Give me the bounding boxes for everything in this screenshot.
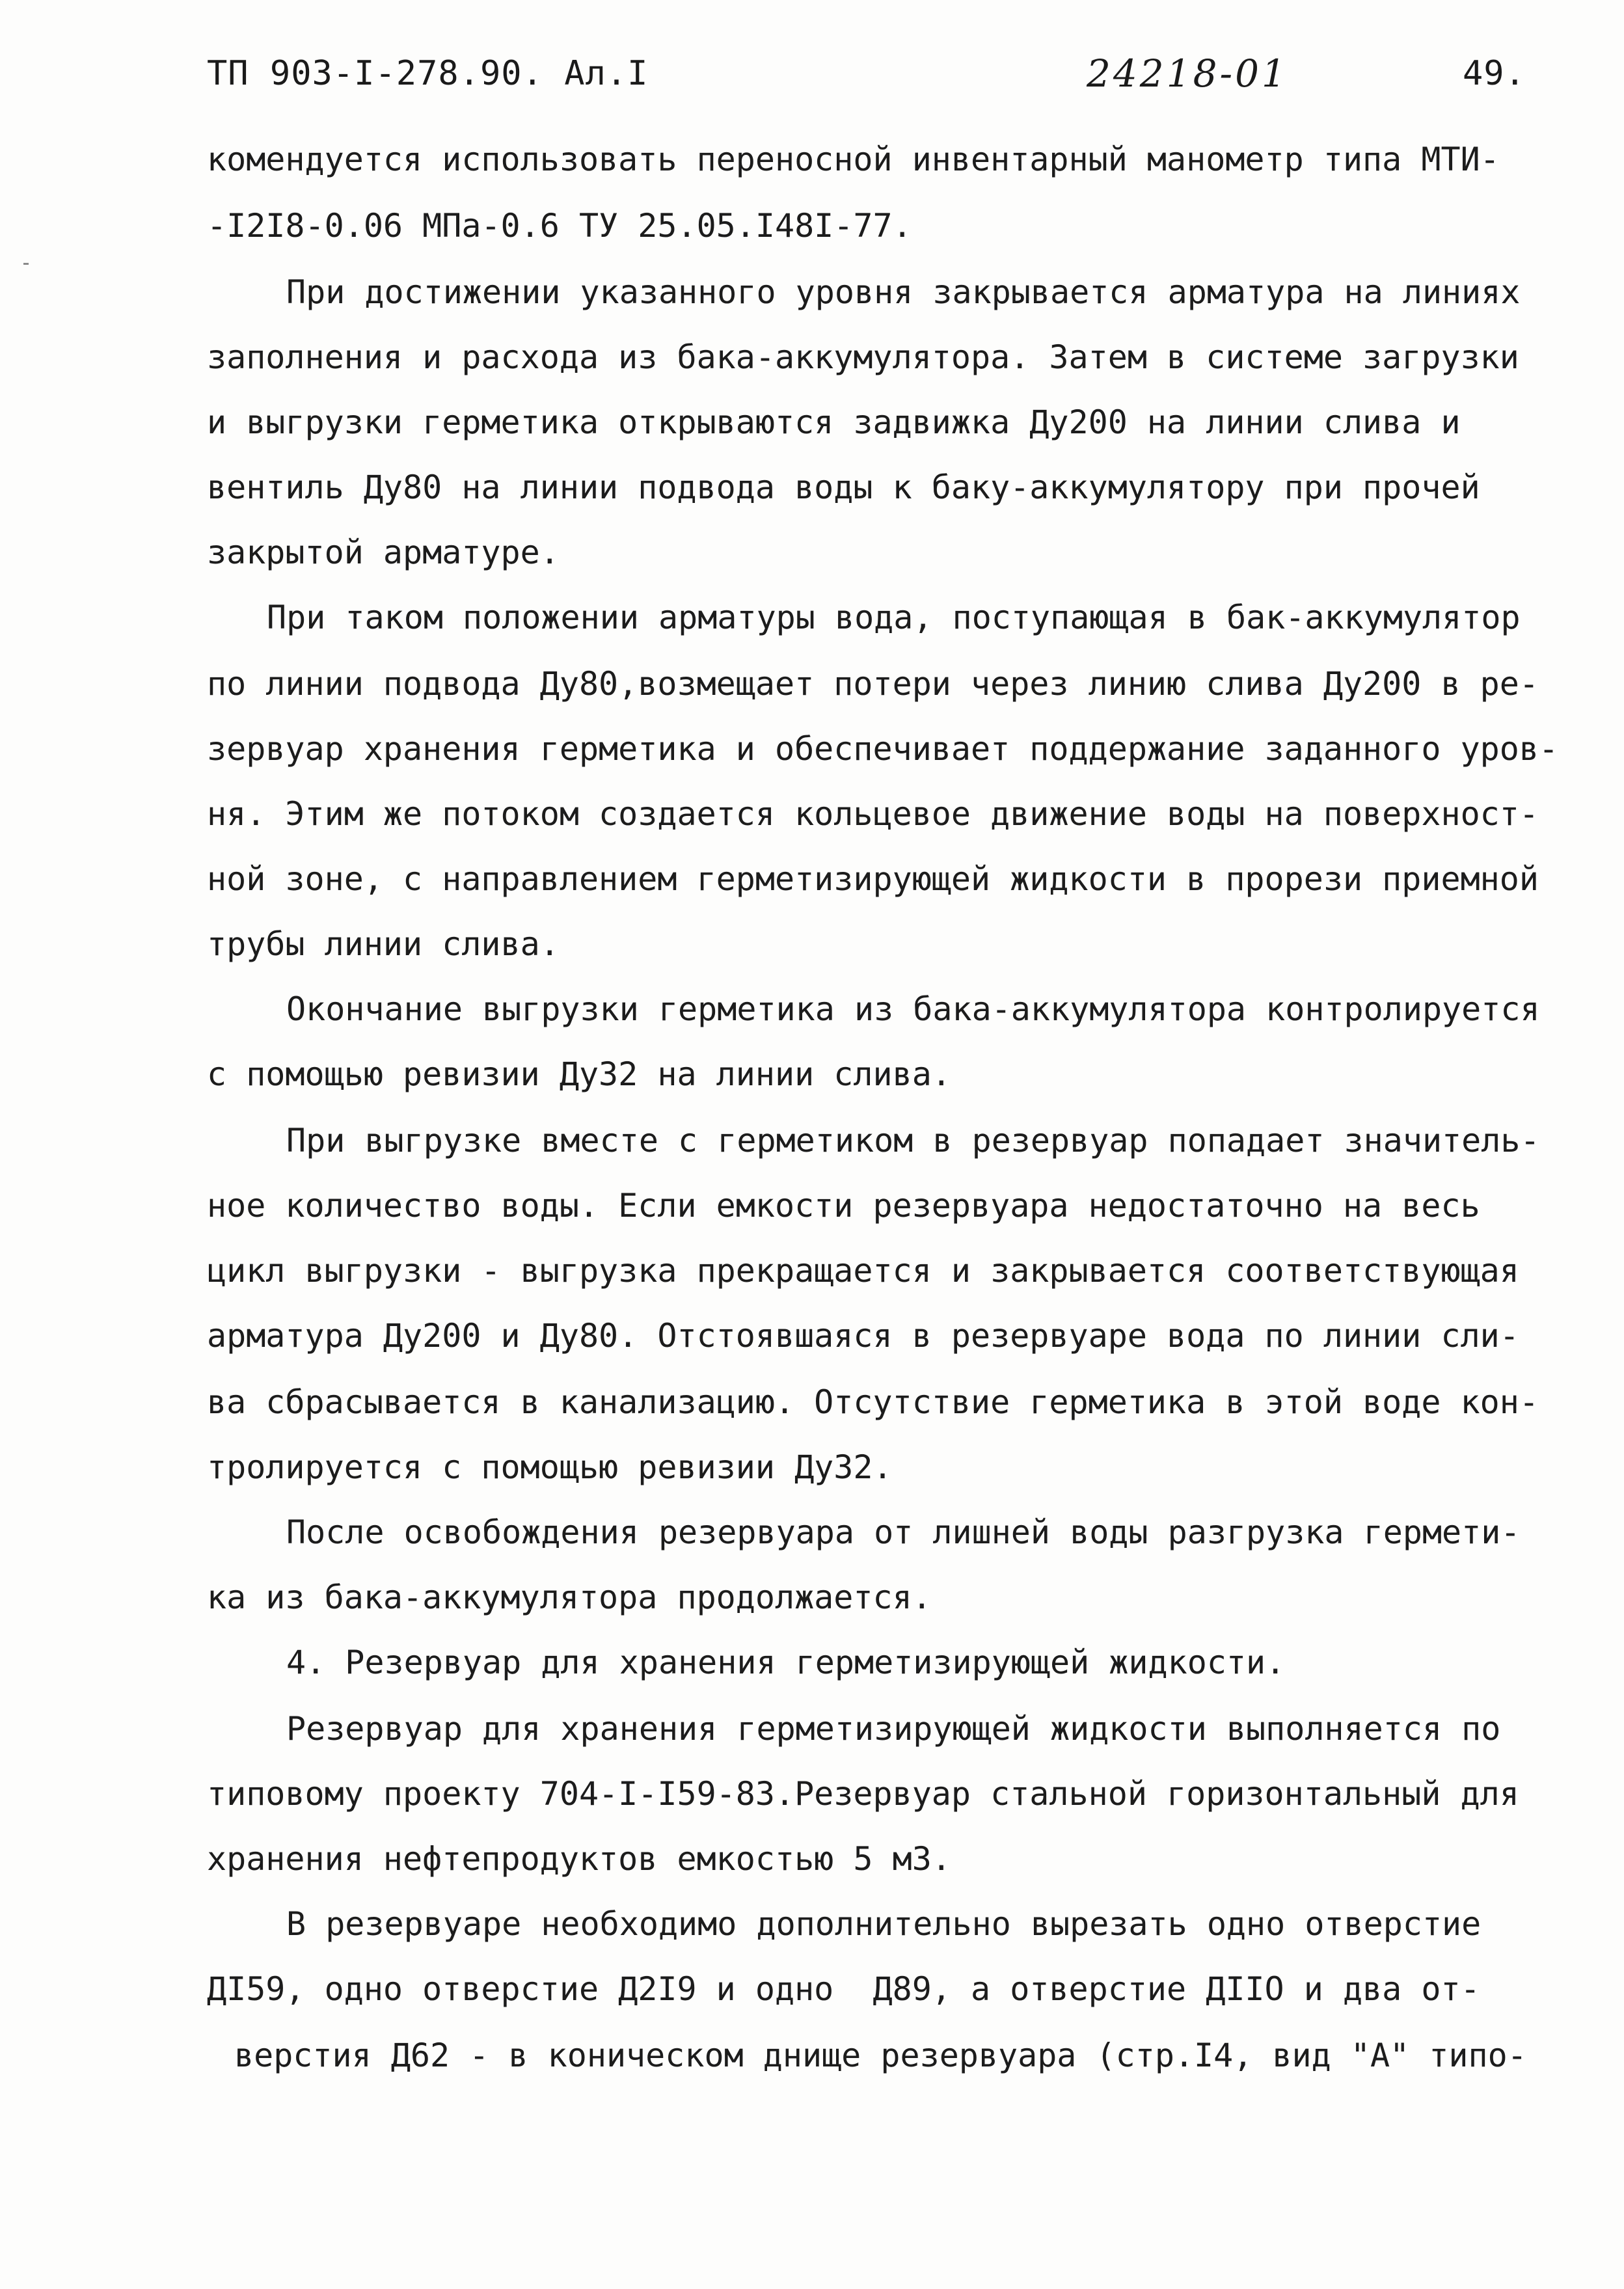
text-line: ва сбрасывается в канализацию. Отсутствие герметика в этой воде кон-	[207, 1383, 1539, 1421]
text-line: закрытой арматуре.	[207, 534, 560, 571]
document-code: ТП 903-I-278.90. Ал.I	[207, 54, 649, 93]
text-line: ка из бака-аккумулятора продолжается.	[207, 1578, 932, 1616]
text-line: тролируется с помощью ревизии Ду32.	[207, 1448, 893, 1486]
text-line: ня. Этим же потоком создается кольцевое движение воды на поверхност-	[207, 795, 1539, 833]
text-line: комендуется использовать переносной инвентарный манометр типа МТИ-	[207, 141, 1500, 178]
text-line: ной зоне, с направлением герметизирующей жидкости в прорези приемной	[207, 860, 1539, 898]
text-line: типовому проекту 704-I-I59-83.Резервуар стальной горизонтальный для	[207, 1775, 1519, 1813]
text-line: арматура Ду200 и Ду80. Отстоявшаяся в резервуаре вода по линии сли-	[207, 1317, 1519, 1355]
text-line: по линии подвода Ду80,возмещает потери через линию слива Ду200 в ре-	[207, 665, 1539, 703]
section-heading: 4. Резервуар для хранения герметизирующей жидкости.	[286, 1644, 1286, 1681]
text-line: Резервуар для хранения герметизирующей жидкости выполняется по	[286, 1710, 1501, 1748]
text-line: При достижении указанного уровня закрывается арматура на линиях	[286, 273, 1521, 311]
text-line: При таком положении арматуры вода, поступающая в бак-аккумулятор	[267, 599, 1521, 636]
text-line: вентиль Ду80 на линии подвода воды к баку-аккумулятору при прочей	[207, 468, 1480, 506]
text-line: цикл выгрузки - выгрузка прекращается и закрывается соответствующая	[207, 1252, 1519, 1290]
text-line: трубы линии слива.	[207, 925, 560, 963]
text-line: После освобождения резервуара от лишней воды разгрузка гермети-	[286, 1513, 1521, 1551]
text-line: ДI59, одно отверстие Д2I9 и одно Д89, а отверстие ДIIО и два от-	[207, 1970, 1480, 2008]
page-number: 49.	[1463, 54, 1526, 93]
text-line: -I2I8-0.06 МПа-0.6 ТУ 25.05.I48I-77.	[207, 207, 912, 245]
scan-speck	[23, 263, 29, 265]
text-line: верстия Д62 - в коническом днище резервуара (стр.I4, вид "А" типо-	[234, 2037, 1527, 2074]
text-line: и выгрузки герметика открываются задвижка Ду200 на линии слива и	[207, 403, 1461, 441]
text-line: с помощью ревизии Ду32 на линии слива.	[207, 1055, 951, 1093]
text-line: заполнения и расхода из бака-аккумулятора. Затем в системе загрузки	[207, 338, 1519, 376]
text-line: хранения нефтепродуктов емкостью 5 м3.	[207, 1840, 951, 1878]
text-line: зервуар хранения герметика и обеспечивает поддержание заданного уров-	[207, 730, 1559, 768]
text-line: При выгрузке вместе с герметиком в резервуар попадает значитель-	[286, 1122, 1540, 1159]
text-line: Окончание выгрузки герметика из бака-аккумулятора контролируется	[286, 990, 1540, 1028]
text-line: В резервуаре необходимо дополнительно вырезать одно отверстие	[286, 1905, 1482, 1943]
handwritten-registration-number: 24218-01	[1087, 51, 1288, 96]
text-line: ное количество воды. Если емкости резервуара недостаточно на весь	[207, 1187, 1480, 1225]
